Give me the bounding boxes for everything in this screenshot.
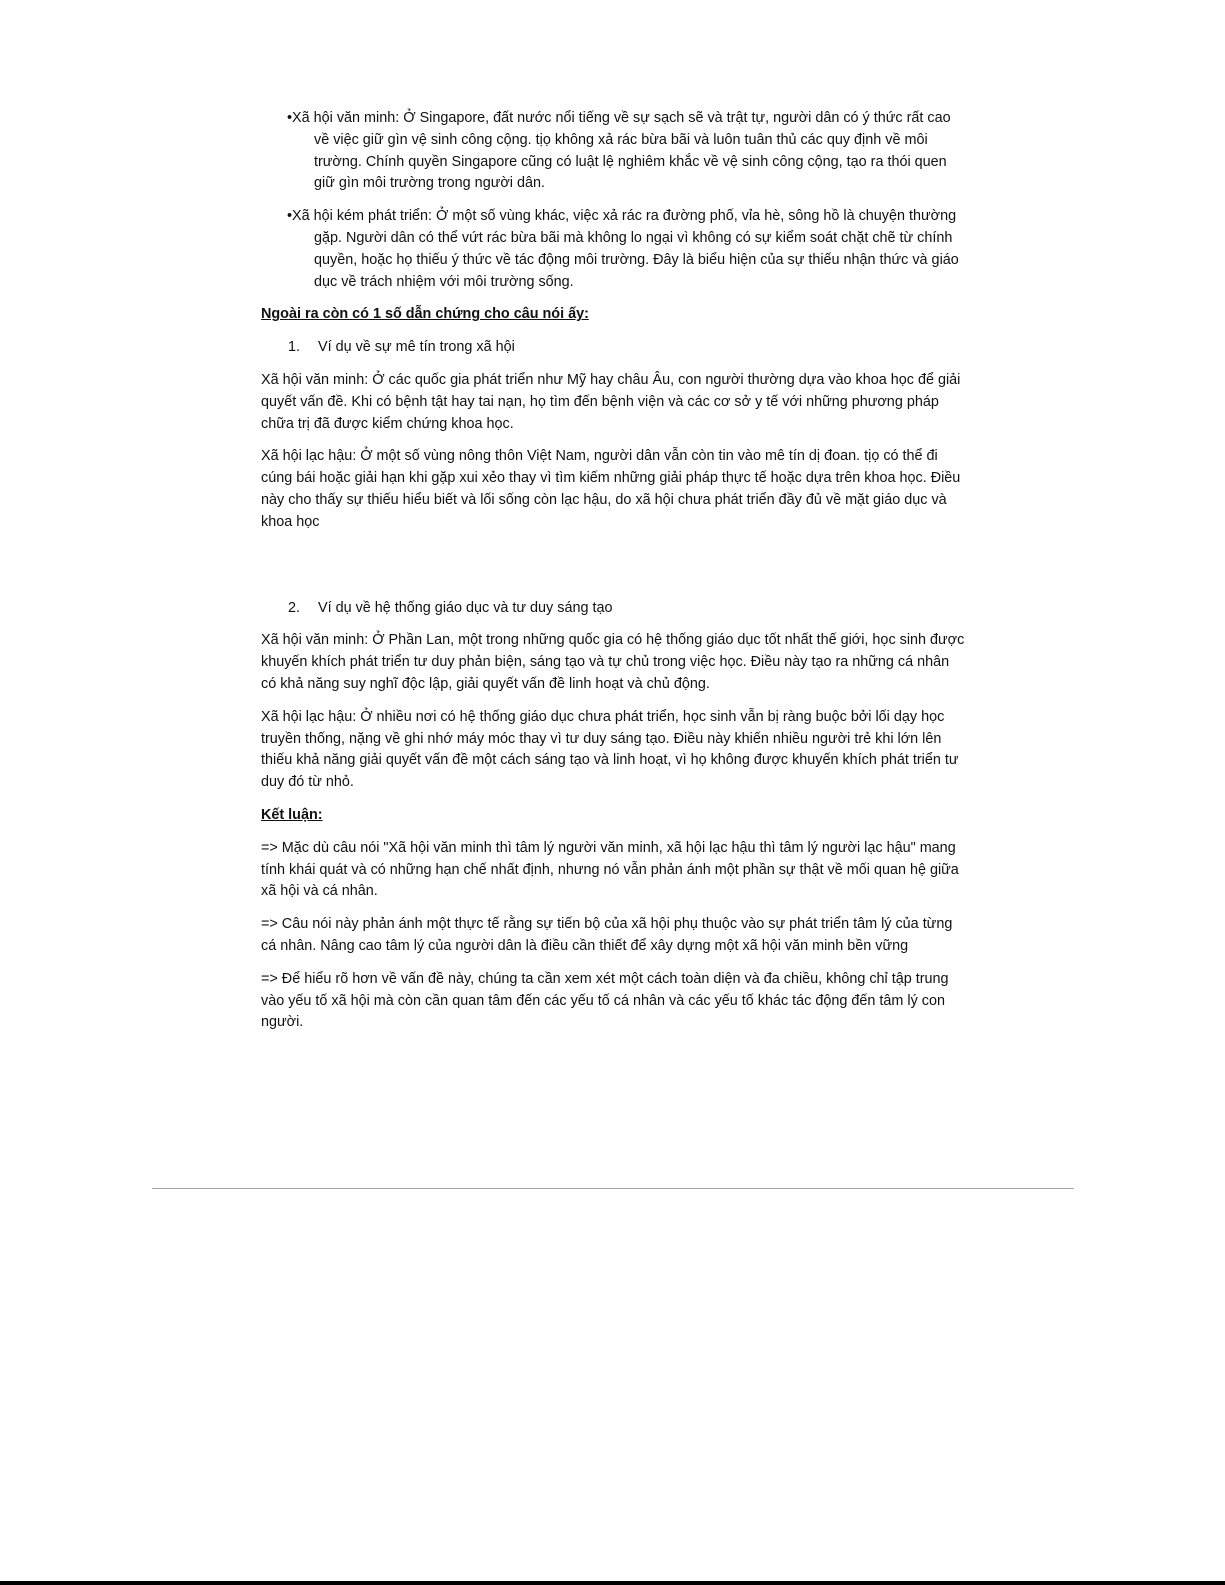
evidence-heading: Ngoài ra còn có 1 số dẫn chứng cho câu nói ấy:: [261, 306, 589, 323]
example-1-backward: Xã hội lạc hậu: Ở một số vùng nông thôn Việt Nam, người dân vẫn còn tin vào mê tín dị đoan. tịọ có thể đi cúng bái hoặc giải hạn khi gặp xui xẻo thay vì tìm kiếm những giải pháp thực tế hoặc dựa trên khoa học. Điều này cho thấy sự thiếu hiểu biết và lối sống còn lạc hậu, do xã hội chưa phát triển đầy đủ về mặt giáo dục và khoa học: [261, 448, 961, 530]
example-1-civilized: Xã hội văn minh: Ở các quốc gia phát triển như Mỹ hay châu Âu, con người thường dựa vào khoa học để giải quyết vấn đề. Khi có bệnh tật hay tai nạn, họ tìm đến bệnh viện và các cơ sở y tế với những phương pháp chữa trị đã được kiểm chứng khoa học.: [261, 371, 961, 432]
document-body: [261, 108, 966, 1045]
conclusion-3: => Để hiểu rõ hơn về vấn đề này, chúng ta cần xem xét một cách toàn diện và đa chiều, không chỉ tập trung vào yếu tố xã hội mà còn cần quan tâm đến các yếu tố cá nhân và các yếu tố khác tác động đến tâm lý con người.: [261, 970, 949, 1031]
conclusion-1: => Mặc dù câu nói "Xã hội văn minh thì tâm lý người văn minh, xã hội lạc hậu thì tâm lý người lạc hậu" mang tính khái quát và có những hạn chế nhất định, nhưng nó vẫn phản ánh một phần sự thật về mối quan hệ giữa xã hội và cá nhân.: [261, 839, 959, 900]
page-divider: [152, 1188, 1074, 1189]
example-2-title: [261, 598, 966, 620]
bullet-underdeveloped-litter: •Xã hội kém phát triển: Ở một số vùng khác, việc xả rác ra đường phố, vỉa hè, sông hồ là chuyện thường gặp. Người dân có thể vứt rác bừa bãi mà không lo ngại vì không có sự kiểm soát chặt chẽ từ chính quyền, hoặc họ thiếu ý thức về tác động môi trường. Đây là biểu hiện của sự thiếu nhận thức và giáo dục về trách nhiệm với môi trường sống.: [287, 208, 959, 290]
conclusion-heading: Kết luận:: [261, 806, 323, 823]
example-1-title-text: Ví dụ về sự mê tín trong xã hội: [318, 339, 515, 356]
conclusion-2: => Câu nói này phản ánh một thực tế rằng sự tiến bộ của xã hội phụ thuộc vào sự phát triển tâm lý của từng cá nhân. Nâng cao tâm lý của người dân là điều cần thiết để xây dựng một xã hội văn minh bền vững: [261, 916, 953, 954]
example-2-civilized: Xã hội văn minh: Ở Phần Lan, một trong những quốc gia có hệ thống giáo dục tốt nhất thế giới, học sinh được khuyến khích phát triển tư duy phản biện, sáng tạo và tự chủ trong việc học. Điều này tạo ra những cá nhân có khả năng suy nghĩ độc lập, giải quyết vấn đề linh hoạt và chủ động.: [261, 632, 965, 692]
example-2-backward: Xã hội lạc hậu: Ở nhiều nơi có hệ thống giáo dục chưa phát triển, học sinh vẫn bị ràng buộc bởi lối dạy học truyền thống, nặng về ghi nhớ máy móc thay vì tư duy sáng tạo. Điều này khiến nhiều người trẻ khi lớn lên thiếu khả năng giải quyết vấn đề một cách sáng tạo và linh hoạt, vì họ không được khuyến khích phát triển tư duy đó từ nhỏ.: [261, 708, 959, 791]
bottom-edge: [0, 1581, 1225, 1585]
bullet-civilized-singapore: •Xã hội văn minh: Ở Singapore, đất nước nổi tiếng về sự sạch sẽ và trật tự, người dân có ý thức rất cao về việc giữ gìn vệ sinh công cộng. tịọ không xả rác bừa bãi và luôn tuân thủ các quy định về môi trường. Chính quyền Singapore cũng có luật lệ nghiêm khắc về vệ sinh công cộng, tạo ra thói quen giữ gìn môi trường trong người dân.: [287, 110, 951, 192]
example-2-title-text: Ví dụ về hệ thống giáo dục và tư duy sáng tạo: [318, 599, 613, 616]
blank-gap: [261, 545, 966, 598]
example-2-number: 2.: [288, 599, 301, 616]
example-1-title: [261, 337, 966, 359]
example-1-number: 1.: [288, 339, 301, 356]
